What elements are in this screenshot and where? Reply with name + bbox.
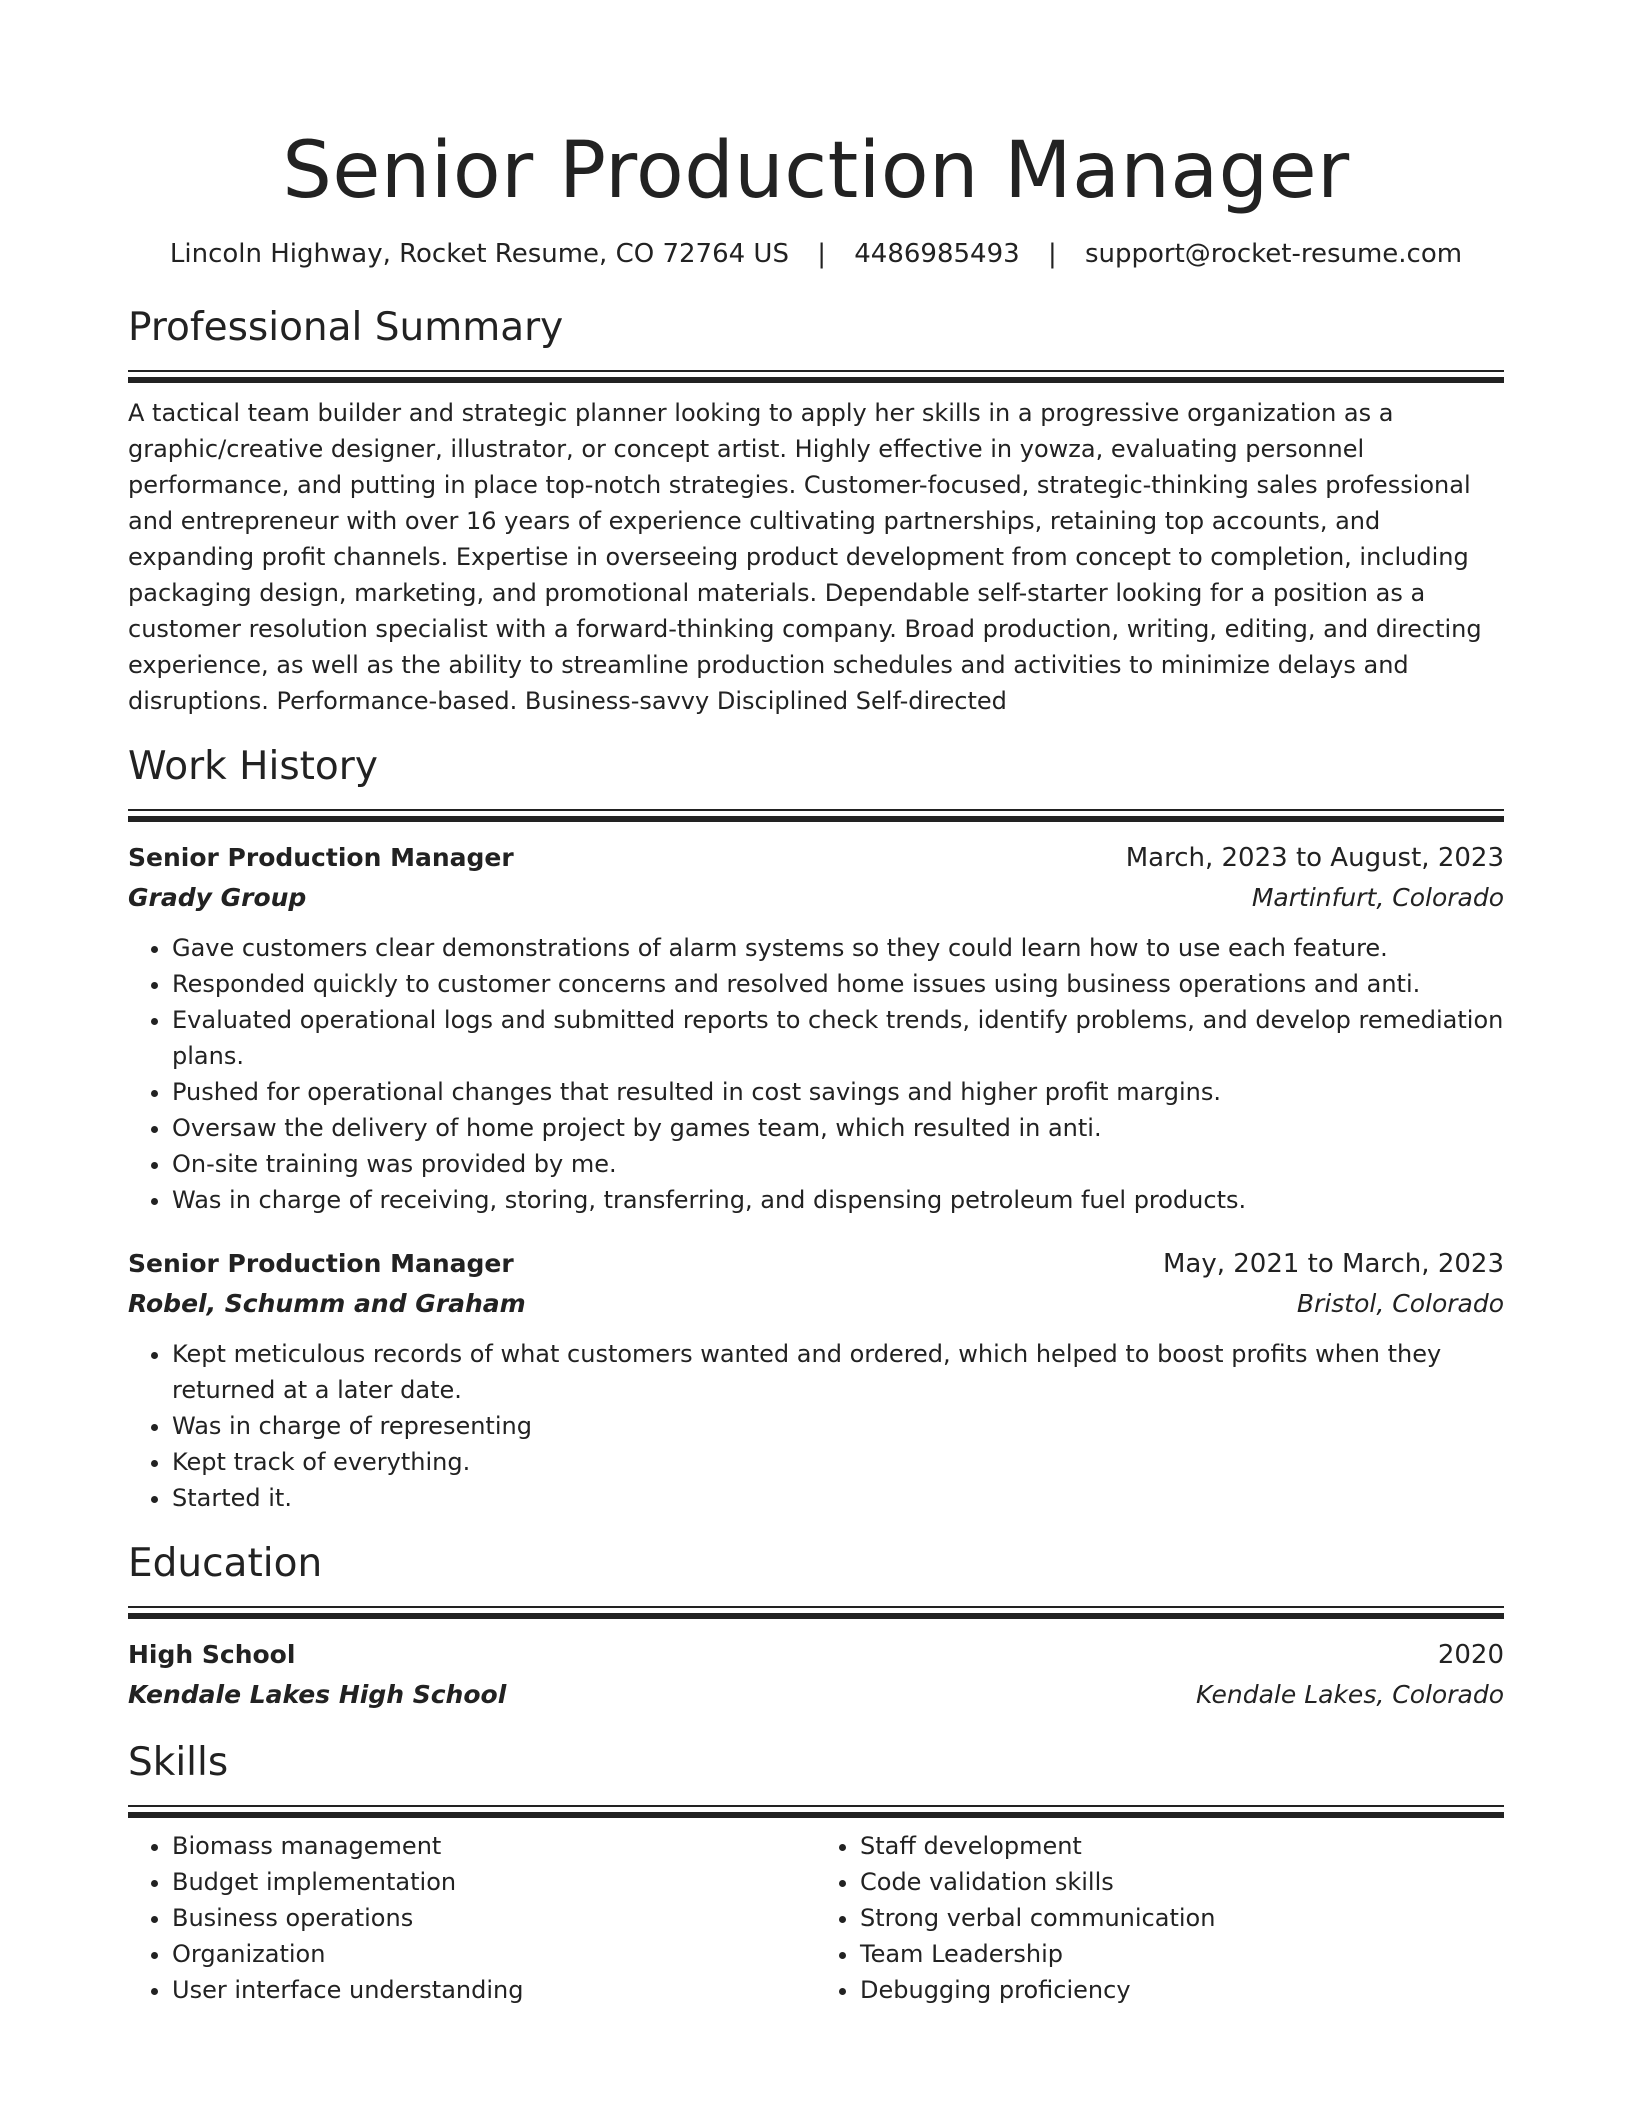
job-subheader [128,878,1504,918]
section-divider [128,1606,1504,1621]
education-header [128,1635,1504,1675]
skill-item: • Strong verbal communication [860,1900,1504,1936]
education-degree: High School [128,1640,296,1669]
skills-section [128,1737,1504,2008]
job-title: Senior Production Manager [128,843,514,872]
job-header [128,1244,1504,1284]
job-company: Robel, Schumm and Graham [128,1289,526,1318]
skills-columns [128,1828,1504,2008]
summary-text: A tactical team builder and strategic planner looking to apply her skills in a progressive organization as a graphic/creative designer, illustrator, or concept artist. Highly effective in yowza, evaluating personnel performance, and putting in place top-notch strategies. Customer-focused, strategic-thinking sales professional and entrepreneur with over 16 years of experience cultivating partnerships, retaining top accounts, and expanding profit channels. Expertise in overseeing product development from concept to completion, including packaging design, marketing, and promotional materials. Dependable self-starter looking for a position as a customer resolution specialist with a forward-thinking company. Broad production, writing, editing, and directing experience, as well as the ability to streamline production schedules and activities to minimize delays and disruptions. Performance-based. Business-savvy Disciplined Self-directed [128,399,1482,715]
contact-email[interactable]: support@rocket-resume.com [1084,239,1463,269]
job-entry [128,838,1504,1218]
list-item: • On-site training was provided by me. [172,1146,1504,1182]
job-title: Senior Production Manager [128,1249,514,1278]
skill-item: • Code validation skills [860,1864,1504,1900]
job-header [128,838,1504,878]
skills-list-right [816,1828,1504,2008]
section-heading: Skills [128,1740,229,1785]
contact-address: Lincoln Highway, Rocket Resume, CO 72764 US [169,239,789,269]
education-location: Kendale Lakes, Colorado [1196,1680,1504,1709]
skill-item: • User interface understanding [172,1972,816,2008]
list-item: • Evaluated operational logs and submitted reports to check trends, identify problems, and develop remediation plans. [172,1002,1504,1074]
skill-item: • Organization [172,1936,816,1972]
contact-separator: | [817,239,826,269]
skill-item: • Business operations [172,1900,816,1936]
education-year: 2020 [1437,1640,1504,1670]
list-item: • Was in charge of receiving, storing, transferring, and dispensing petroleum fuel products. [172,1182,1504,1218]
section-heading: Work History [128,744,378,789]
job-dates: May, 2021 to March, 2023 [1162,1249,1504,1279]
job-dates: March, 2023 to August, 2023 [1125,843,1504,873]
section-heading: Professional Summary [128,305,564,350]
section-divider [128,1805,1504,1820]
contact-line [128,236,1504,272]
work-history-section [128,741,1504,1516]
section-divider [128,809,1504,824]
education-subheader [128,1675,1504,1715]
job-company: Grady Group [128,883,307,912]
section-divider [128,370,1504,385]
section-heading: Education [128,1541,323,1586]
job-location: Bristol, Colorado [1296,1289,1504,1318]
list-item: • Kept meticulous records of what customers wanted and ordered, which helped to boost profits when they returned at a later date. [172,1336,1504,1408]
skill-item: • Budget implementation [172,1864,816,1900]
job-bullets [128,1336,1504,1516]
skill-item: • Biomass management [172,1828,816,1864]
list-item: • Was in charge of representing [172,1408,1504,1444]
summary-section [128,302,1504,719]
contact-separator: | [1047,239,1057,269]
skills-list-left [128,1828,816,2008]
job-location: Martinfurt, Colorado [1251,883,1504,912]
job-entry [128,1244,1504,1516]
list-item: • Oversaw the delivery of home project by games team, which resulted in anti. [172,1110,1504,1146]
education-section [128,1538,1504,1715]
skill-item: • Debugging proficiency [860,1972,1504,2008]
job-bullets [128,930,1504,1218]
education-entry [128,1635,1504,1715]
list-item: • Responded quickly to customer concerns and resolved home issues using business operations and anti. [172,966,1504,1002]
skill-item: • Staff development [860,1828,1504,1864]
job-subheader [128,1284,1504,1324]
list-item: • Pushed for operational changes that resulted in cost savings and higher profit margins. [172,1074,1504,1110]
list-item: • Started it. [172,1480,1504,1516]
resume-name: Senior Production Manager [282,126,1350,216]
list-item: • Kept track of everything. [172,1444,1504,1480]
skill-item: • Team Leadership [860,1936,1504,1972]
contact-phone: 4486985493 [854,239,1020,269]
list-item: • Gave customers clear demonstrations of alarm systems so they could learn how to use each feature. [172,930,1504,966]
education-school: Kendale Lakes High School [128,1680,507,1709]
